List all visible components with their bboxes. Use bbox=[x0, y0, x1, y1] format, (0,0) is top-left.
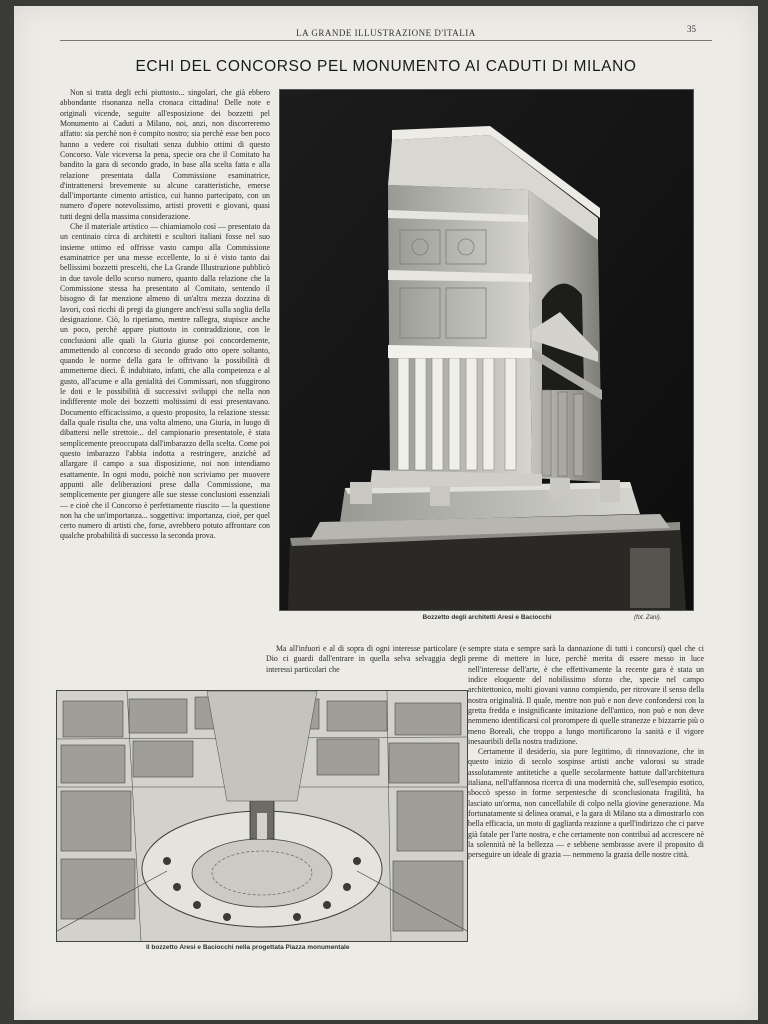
monument-model-photo bbox=[279, 89, 694, 611]
text-column-middle bbox=[266, 644, 466, 690]
paragraph: Certamente il desiderio, sia pure legittimo, di rinnovazione, che in questo inizio di secolo sospinse artisti anche valorosi su strade assolutamente antitetiche a quelle secolarmente battute dall'architettura italiana, nell'affannosa ricerca di una modernità che, sull'esempio esotico, sboccò spesso in forme serpentesche di sconclusionata fragilità, ha lasciato un'orma, non cancellabile di colpo nella giovine generazione. Ma fortunatamente si delinea oramai, e la gara di Milano sta a dimostrarlo con bella efficacia, un moto di gagliarda reazione a quell'indirizzo che ci parve già fatale per l'arte nostra, e che certamente non contribuì ad accrescere nè la solennità nè la bellezza — e sebbene sembrasse avere il proposito di perseguire un ideale di grazia — nemmeno la grazia delle nostre città. bbox=[468, 747, 704, 860]
arch-model-illustration bbox=[280, 90, 693, 610]
page-number: 35 bbox=[687, 24, 696, 34]
paragraph: Ma all'infuori e al di sopra di ogni interesse particolare (e Dio ci guardi dall'entrare in quella selva selvaggia degli interessi particolari che bbox=[266, 644, 466, 674]
photo-caption: Bozzetto degli architetti Aresi e Baciocchi bbox=[422, 614, 552, 621]
magazine-page bbox=[14, 6, 758, 1020]
piazza-plan-drawing bbox=[56, 690, 468, 942]
article-title: ECHI DEL CONCORSO PEL MONUMENTO AI CADUTI DI MILANO bbox=[135, 58, 637, 75]
paragraph: Non si tratta degli echi piuttosto... singolari, che già ebbero abbondante risonanza nella cronaca cittadina! Delle note e originali vicende, seguite all'esposizione dei bozzetti pel Monumento ai Caduti a Milano, noi, anzi, non discorreremo affatto: sia perchè non è compito nostro; sia perchè esse ben poco hanno a vedere coi risultati senza dubbio ottimi di questo Concorso. Vale viceversa la pena, specie ora che il Comitato ha bandito la gara di secondo grado, in base alla scelta fatta e alla relazione presentata dalla Commissione esaminatrice, d'intrattenersi brevemente su alcune caratteristiche, emerse dall'importante cimento artistico, cui hanno partecipato, con un numero d'opere notevolissimo, artisti provetti e giovani, quasi tutti degni della massima considerazione. bbox=[60, 88, 270, 221]
piazza-aerial-illustration bbox=[57, 691, 467, 941]
paragraph: sempre stata e sempre sarà la dannazione di tutti i concorsi) quel che ci preme di mettere in luce, perchè merita di essere messo in luce nell'interesse dell'arte, è che effettivamente la recente gara è stata un indice eloquente del nobilissimo sforzo che, specie nel campo architettonico, molti giovani vanno compiendo, per ritrovare il senso della nostra originalità. Il quale, mentre non può e non deve confondersi con la gretta fredda e insignificante imitazione dell'antico, non può e non deve nemmeno identificarsi col prorompere di quelle stranezze e bizzarrie più o meno Boreali, che troppo a lungo mortificarono la sanità e il vigore inesauribili della nostra tradizione. bbox=[468, 644, 704, 746]
text-column-right bbox=[468, 644, 704, 966]
header-rule bbox=[60, 40, 712, 41]
photo-credit: (fot. Zani). bbox=[634, 615, 662, 621]
paragraph: Che il materiale artistico — chiamiamolo così — presentato da un centinaio circa di architetti e scultori italiani fosse nel suo insieme ottimo ed offrisse vasto campo alla Commissione esaminatrice per una messe eccellente, lo si è visto tanto dai bellissimi bozzetti prescelti, che La Grande Illustrazione pubblicò in due tavole dello scorso numero, quanto dalla relazione che la Commissione stessa ha presentato al Comitato, sentendo il bisogno di far menzione almeno di un'altra mezza dozzina di lavori, così ricchi di pregi da giungere anch'essi sulla soglia della designazione. Ciò, lo ripetiamo, mentre rallegra, stupisce anche un poco, perchè appare piuttosto in contraddizione, con le conclusioni alle quali la Giuria giunse poi concordemente, ammettendo al concorso di secondo grado otto opere soltanto, quando le norme della gara le offrivano la possibilità di ammetterne dieci. È indubitato, infatti, che alla competenza e al gusto, all'acume e alla genialità dei Commissari, non sfuggirono le doti e le possibilità di successivi sviluppi che nella non indifferente mole dei bozzetti moltissimi di essi presentavano. Documento efficacissimo, a questo proposito, la relazione stessa: dalla quale risulta che, una volta almeno, una Giuria, in luogo di dibattersi nelle strettoie... del campionario presentatole, è stata semplicemente preoccupata dall'imbarazzo della scelta. Come poi questo imbarazzo l'abbia indotta a restringere, anzichè ad allargare il campo a sua disposizione, noi non intendiamo esattamente. In ogni modo, poichè non scriviamo per muovere appunti alle deliberazioni prese dalla Commissione, ma semplicemente per giungere alle sue stesse conclusioni essenziali — e cioè che il Concorso è perfettamente riuscito — la questione non ha che un'importanza... soggettiva: importanza, cioè, per quel certo numero di artisti che, forse, avrebbero potuto affrontare con qualche probabilità di successo la seconda prova. bbox=[60, 222, 270, 541]
running-title: LA GRANDE ILLUSTRAZIONE D'ITALIA bbox=[296, 28, 476, 38]
plan-caption: Il bozzetto Aresi e Baciocchi nella progettata Piazza monumentale bbox=[146, 944, 350, 951]
text-column-left bbox=[60, 88, 270, 648]
